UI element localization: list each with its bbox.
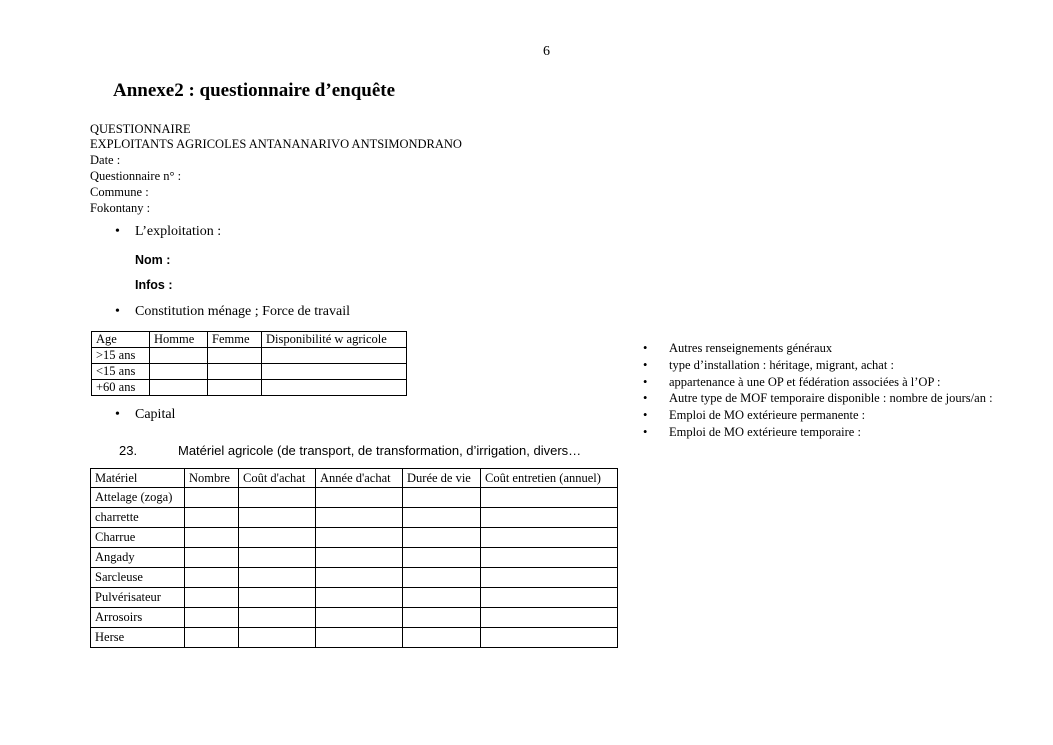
table-header-row <box>92 332 407 348</box>
table-cell <box>481 628 618 648</box>
list-item <box>643 340 993 357</box>
materiel-table <box>90 468 618 648</box>
table-cell <box>150 380 208 396</box>
row-label: Charrue <box>91 528 185 548</box>
bullet-dot: • <box>115 224 120 239</box>
exploitation-label: L’exploitation : <box>135 224 222 239</box>
table-cell <box>262 380 407 396</box>
table-header-cell: Durée de vie <box>403 469 481 488</box>
table-cell <box>185 528 239 548</box>
table-cell <box>481 508 618 528</box>
table-cell <box>481 528 618 548</box>
table-cell <box>208 364 262 380</box>
table-row <box>92 364 407 380</box>
table-cell <box>316 568 403 588</box>
table-cell <box>481 588 618 608</box>
list-item <box>643 374 993 391</box>
row-label: +60 ans <box>92 380 150 396</box>
row-label: charrette <box>91 508 185 528</box>
table-header-row <box>91 469 618 488</box>
table-cell <box>239 548 316 568</box>
table-cell <box>185 508 239 528</box>
table-row <box>92 380 407 396</box>
bullet-dot: • <box>115 407 120 422</box>
table-row <box>91 588 618 608</box>
row-label: <15 ans <box>92 364 150 380</box>
bullet-dot: • <box>643 391 648 406</box>
table-cell <box>208 380 262 396</box>
table-row <box>92 348 407 364</box>
table-cell <box>403 528 481 548</box>
table-row <box>91 508 618 528</box>
list-item-text: Autres renseignements généraux <box>669 341 833 355</box>
table-cell <box>481 488 618 508</box>
table-cell <box>150 364 208 380</box>
bullet-dot: • <box>643 374 648 389</box>
constitution-label: Constitution ménage ; Force de travail <box>135 304 351 319</box>
table-cell <box>316 488 403 508</box>
table-cell <box>403 588 481 608</box>
table-cell <box>403 628 481 648</box>
table-header-cell: Femme <box>208 332 262 348</box>
table-cell <box>403 608 481 628</box>
table-cell <box>316 628 403 648</box>
list-item-text: Emploi de MO extérieure temporaire : <box>669 424 861 439</box>
header-questionnaire: QUESTIONNAIRE <box>90 122 191 136</box>
table-header-cell: Disponibilité w agricole <box>262 332 407 348</box>
table-cell <box>403 548 481 568</box>
table-header-cell: Matériel <box>91 469 185 488</box>
materiel-item-text: Matériel agricole (de transport, de transformation, d’irrigation, divers… <box>178 443 582 458</box>
infos-label: Infos : <box>135 278 173 292</box>
table-cell <box>481 568 618 588</box>
table-cell <box>185 548 239 568</box>
table-cell <box>262 364 407 380</box>
header-date: Date : <box>90 153 121 167</box>
table-row <box>91 548 618 568</box>
table-cell <box>239 488 316 508</box>
row-label: Herse <box>91 628 185 648</box>
table-cell <box>403 568 481 588</box>
table-cell <box>239 528 316 548</box>
table-cell <box>208 348 262 364</box>
list-item <box>643 424 993 441</box>
capital-label: Capital <box>135 407 176 422</box>
table-cell <box>185 588 239 608</box>
table-row <box>91 528 618 548</box>
table-cell <box>403 488 481 508</box>
bullet-dot: • <box>643 424 648 439</box>
table-cell <box>185 628 239 648</box>
table-row <box>91 608 618 628</box>
list-item <box>643 407 993 424</box>
row-label: Attelage (zoga) <box>91 488 185 508</box>
table-header-cell: Nombre <box>185 469 239 488</box>
table-header-cell: Année d'achat <box>316 469 403 488</box>
list-item <box>643 357 993 374</box>
table-header-cell: Homme <box>150 332 208 348</box>
table-cell <box>185 568 239 588</box>
table-cell <box>150 348 208 364</box>
table-header-cell: Coût entretien (annuel) <box>481 469 618 488</box>
list-item <box>643 390 993 407</box>
header-exploitants: EXPLOITANTS AGRICOLES ANTANANARIVO ANTSIMONDRANO <box>90 137 462 151</box>
bullet-dot: • <box>643 408 648 423</box>
table-cell <box>239 608 316 628</box>
row-label: >15 ans <box>92 348 150 364</box>
table-cell <box>403 508 481 528</box>
table-header-cell: Coût d'achat <box>239 469 316 488</box>
header-questionnaire-no: Questionnaire n° : <box>90 169 182 183</box>
header-commune: Commune : <box>90 185 149 199</box>
table-cell <box>262 348 407 364</box>
list-item-text: Autre type de MOF temporaire disponible : nombre de jours/an : <box>669 391 993 406</box>
bullet-dot: • <box>115 304 120 319</box>
general-info-list <box>643 340 993 441</box>
table-cell <box>239 588 316 608</box>
table-cell <box>316 528 403 548</box>
list-item-text: Emploi de MO extérieure permanente : <box>669 408 866 423</box>
bullet-capital <box>115 407 175 423</box>
nom-label: Nom : <box>135 253 171 267</box>
table-cell <box>481 548 618 568</box>
row-label: Angady <box>91 548 185 568</box>
row-label: Arrosoirs <box>91 608 185 628</box>
table-cell <box>239 568 316 588</box>
materiel-item-number: 23. <box>119 443 138 458</box>
list-item-text: appartenance à une OP et fédération associées à l’OP : <box>669 374 941 389</box>
table-cell <box>316 588 403 608</box>
workforce-table <box>91 331 407 396</box>
list-item-text: type d’installation : héritage, migrant, achat : <box>669 357 894 372</box>
table-row <box>91 628 618 648</box>
table-cell <box>316 508 403 528</box>
table-cell <box>316 548 403 568</box>
table-cell <box>481 608 618 628</box>
table-row <box>91 488 618 508</box>
bullet-exploitation <box>115 224 221 240</box>
table-cell <box>239 628 316 648</box>
bullet-dot: • <box>643 341 648 355</box>
table-header-cell: Age <box>92 332 150 348</box>
table-row <box>91 568 618 588</box>
row-label: Pulvérisateur <box>91 588 185 608</box>
row-label: Sarcleuse <box>91 568 185 588</box>
table-cell <box>316 608 403 628</box>
bullet-constitution <box>115 304 350 320</box>
bullet-dot: • <box>643 357 648 372</box>
table-cell <box>185 608 239 628</box>
header-fokontany: Fokontany : <box>90 201 151 215</box>
table-cell <box>239 508 316 528</box>
table-cell <box>185 488 239 508</box>
page-number: 6 <box>543 44 550 59</box>
page-title: Annexe2 : questionnaire d’enquête <box>113 80 396 101</box>
